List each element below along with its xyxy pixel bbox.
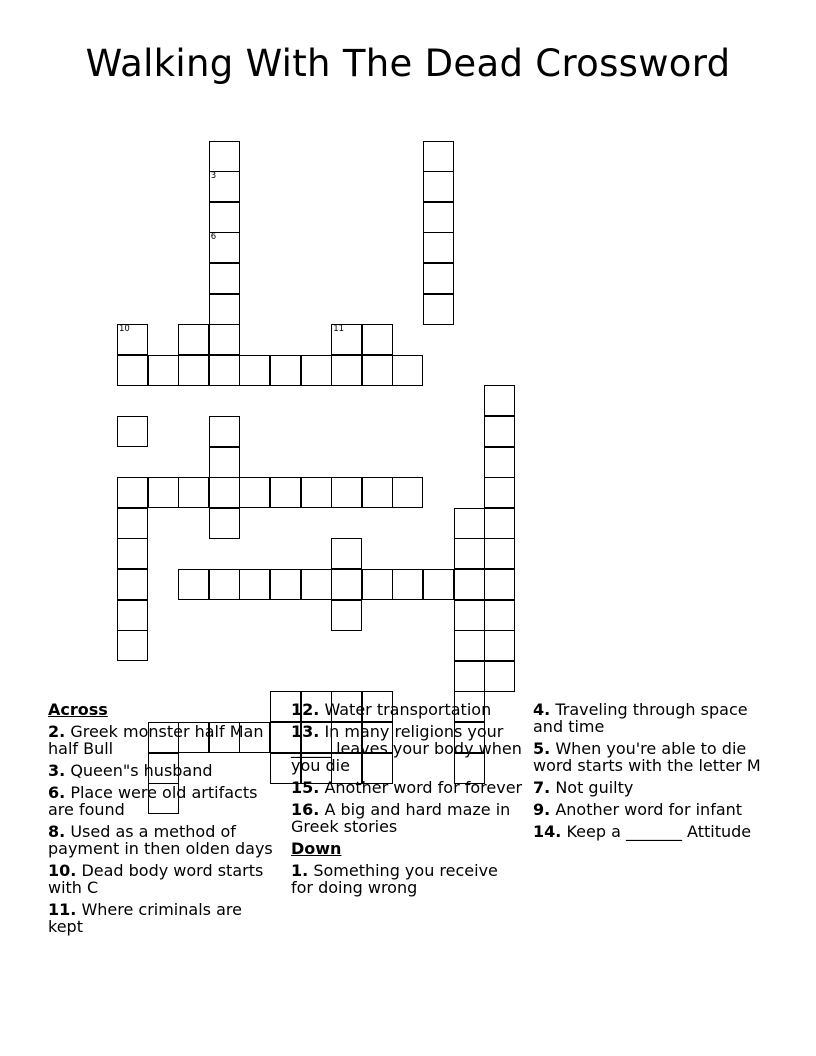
across-heading: Across [48,700,108,719]
clue-down-4: 4. Traveling through space and time [533,700,748,736]
grid-cell[interactable] [148,477,179,508]
grid-cell[interactable] [209,141,240,172]
clue-across-8: 8. Used as a method of payment in then olden days [48,822,273,858]
grid-cell[interactable] [484,385,515,416]
grid-cell[interactable] [331,477,362,508]
grid-cell[interactable] [392,477,423,508]
grid-cell[interactable] [209,508,240,539]
clues-column-2 [291,701,523,901]
grid-cell[interactable] [209,477,240,508]
clue-down-9: 9. Another word for infant [533,800,743,819]
grid-cell[interactable] [209,263,240,294]
clue-number: 6 [210,232,217,243]
grid-cell[interactable] [178,324,209,355]
grid-cell[interactable] [423,232,454,263]
grid-cell[interactable] [454,661,485,692]
grid-cell[interactable] [454,508,485,539]
grid-cell[interactable] [423,294,454,325]
grid-cell[interactable] [331,600,362,631]
clue-across-3: 3. Queen"s husband [48,761,213,780]
grid-cell[interactable] [209,447,240,478]
grid-cell[interactable] [331,324,362,355]
grid-cell[interactable] [117,324,148,355]
grid-cell[interactable] [423,263,454,294]
grid-cell[interactable] [239,355,270,386]
clue-number: 10 [119,324,130,335]
grid-cell[interactable] [362,569,393,600]
grid-cell[interactable] [270,355,301,386]
grid-cell[interactable] [454,600,485,631]
grid-cell[interactable] [423,171,454,202]
grid-cell[interactable] [209,355,240,386]
clue-across-15: 15. Another word for forever [291,778,523,797]
clue-number: 11 [333,324,345,335]
clue-number: 3 [210,171,217,182]
grid-cell[interactable] [209,202,240,233]
grid-cell[interactable] [117,477,148,508]
grid-cell[interactable] [209,324,240,355]
grid-cell[interactable] [331,538,362,569]
grid-cell[interactable] [117,355,148,386]
grid-cell[interactable] [209,171,240,202]
clue-across-16: 16. A big and hard maze in Greek stories [291,800,511,836]
clue-across-6: 6. Place were old artifacts are found [48,783,258,819]
grid-cell[interactable] [209,569,240,600]
grid-cell[interactable] [178,569,209,600]
grid-cell[interactable] [484,661,515,692]
grid-cell[interactable] [392,569,423,600]
grid-cell[interactable] [117,538,148,569]
grid-cell[interactable] [209,294,240,325]
grid-cell[interactable] [301,355,332,386]
grid-cell[interactable] [270,569,301,600]
clue-down-5: 5. When you're able to die word starts with the letter M [533,739,761,775]
grid-cell[interactable] [331,569,362,600]
grid-cell[interactable] [270,477,301,508]
grid-cell[interactable] [484,447,515,478]
grid-cell[interactable] [117,600,148,631]
down-heading: Down [291,839,342,858]
clue-down-1: 1. Something you receive for doing wrong [291,861,498,897]
puzzle-title: Walking With The Dead Crossword [85,42,731,85]
clues-column-3 [533,701,765,845]
clues-column-1 [48,701,278,940]
grid-cell[interactable] [117,630,148,661]
grid-cell[interactable] [178,477,209,508]
grid-cell[interactable] [423,569,454,600]
clue-across-10: 10. Dead body word starts with C [48,861,264,897]
grid-cell[interactable] [301,477,332,508]
grid-cell[interactable] [454,630,485,661]
grid-cell[interactable] [454,569,485,600]
grid-cell[interactable] [423,141,454,172]
grid-cell[interactable] [454,538,485,569]
grid-cell[interactable] [178,355,209,386]
grid-cell[interactable] [209,416,240,447]
clue-across-12: 12. Water transportation [291,700,492,719]
grid-cell[interactable] [239,477,270,508]
grid-cell[interactable] [484,600,515,631]
grid-cell[interactable] [331,355,362,386]
grid-cell[interactable] [484,538,515,569]
grid-cell[interactable] [362,324,393,355]
clue-across-2: 2. Greek monster half Man half Bull [48,722,264,758]
grid-cell[interactable] [484,416,515,447]
grid-cell[interactable] [484,477,515,508]
grid-cell[interactable] [423,202,454,233]
grid-cell[interactable] [392,355,423,386]
grid-cell[interactable] [117,416,148,447]
clue-across-11: 11. Where criminals are kept [48,900,242,936]
grid-cell[interactable] [117,508,148,539]
grid-cell[interactable] [301,569,332,600]
grid-cell[interactable] [148,355,179,386]
clue-across-13: 13. In many religions your _____ leaves your body when you die [291,722,522,775]
grid-cell[interactable] [484,630,515,661]
grid-cell[interactable] [362,477,393,508]
grid-cell[interactable] [209,232,240,263]
clue-down-7: 7. Not guilty [533,778,634,797]
grid-cell[interactable] [484,508,515,539]
grid-cell[interactable] [239,569,270,600]
grid-cell[interactable] [117,569,148,600]
clue-down-14: 14. Keep a _______ Attitude [533,822,752,841]
grid-cell[interactable] [362,355,393,386]
grid-cell[interactable] [484,569,515,600]
